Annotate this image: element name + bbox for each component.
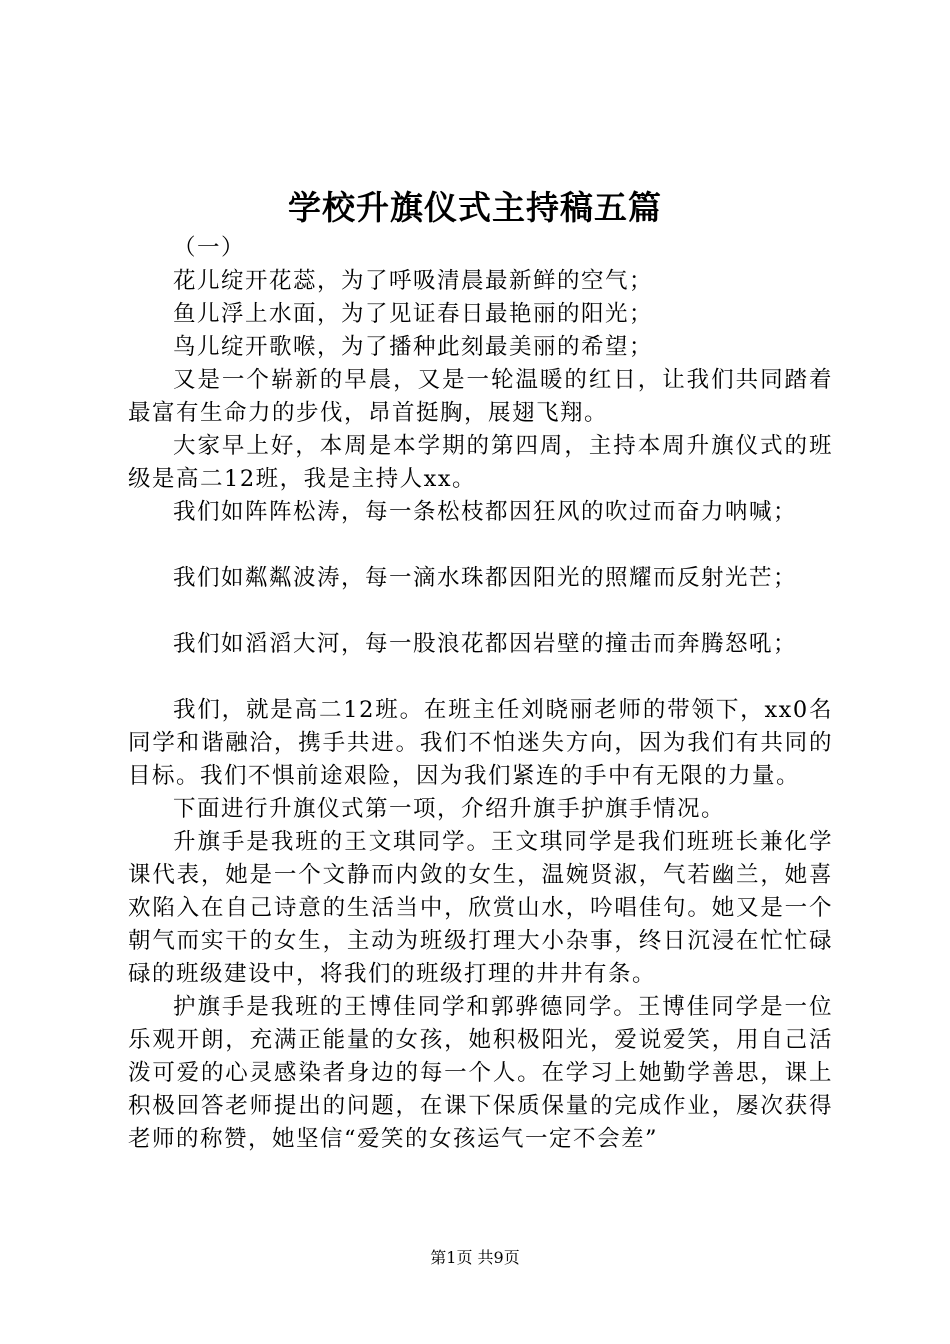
paragraph: 鸟儿绽开歌喉，为了播种此刻最美丽的希望；: [173, 334, 654, 360]
paragraph: 花儿绽开花蕊，为了呼吸清晨最新鲜的空气；: [173, 268, 654, 294]
paragraph: 大家早上好，本周是本学期的第四周，主持本周升旗仪式的班级是高二12班，我是主持人xx。: [128, 433, 833, 492]
paragraph: 护旗手是我班的王博佳同学和郭骅德同学。王博佳同学是一位乐观开朗，充满正能量的女孩，她积极阳光，爱说爱笑，用自己活泼可爱的心灵感染者身边的每一个人。在学习上她勤学善思，课上积极回答老师提出的问题，在课下保质保量的完成作业，屡次获得老师的称赞，她坚信“爱笑的女孩运气一定不会差”: [128, 994, 833, 1152]
paragraph: 又是一个崭新的早晨，又是一轮温暖的红日，让我们共同踏着最富有生命力的步伐，昂首挺胸，展翅飞翔。: [128, 367, 833, 426]
document-title: 学校升旗仪式主持稿五篇: [288, 188, 662, 227]
paragraph: 我们如粼粼波涛，每一滴水珠都因阳光的照耀而反射光芒；: [173, 565, 798, 591]
page-number-footer: 第1页 共9页: [430, 1248, 520, 1267]
paragraph: 升旗手是我班的王文琪同学。王文琪同学是我们班班长兼化学课代表，她是一个文静而内敛的女生，温婉贤淑，气若幽兰，她喜欢陷入在自己诗意的生活当中，欣赏山水，吟唱佳句。她又是一个朝气而实干的女生，主动为班级打理大小杂事，终日沉浸在忙忙碌碌的班级建设中，将我们的班级打理的井井有条。: [128, 829, 833, 987]
paragraph: 下面进行升旗仪式第一项，介绍升旗手护旗手情况。: [173, 796, 726, 822]
paragraph: 我们，就是高二12班。在班主任刘晓丽老师的带领下，xx0名同学和谐融洽，携手共进。我们不怕迷失方向，因为我们有共同的目标。我们不惧前途艰险，因为我们紧连的手中有无限的力量。: [128, 697, 833, 789]
paragraph: 鱼儿浮上水面，为了见证春日最艳丽的阳光；: [173, 301, 654, 327]
paragraph: 我们如滔滔大河，每一股浪花都因岩壁的撞击而奔腾怒吼；: [173, 631, 798, 657]
document-body: [128, 232, 833, 1156]
paragraph: 我们如阵阵松涛，每一条松枝都因狂风的吹过而奋力呐喊；: [173, 499, 798, 525]
paragraph-section-marker: （一）: [173, 235, 246, 261]
